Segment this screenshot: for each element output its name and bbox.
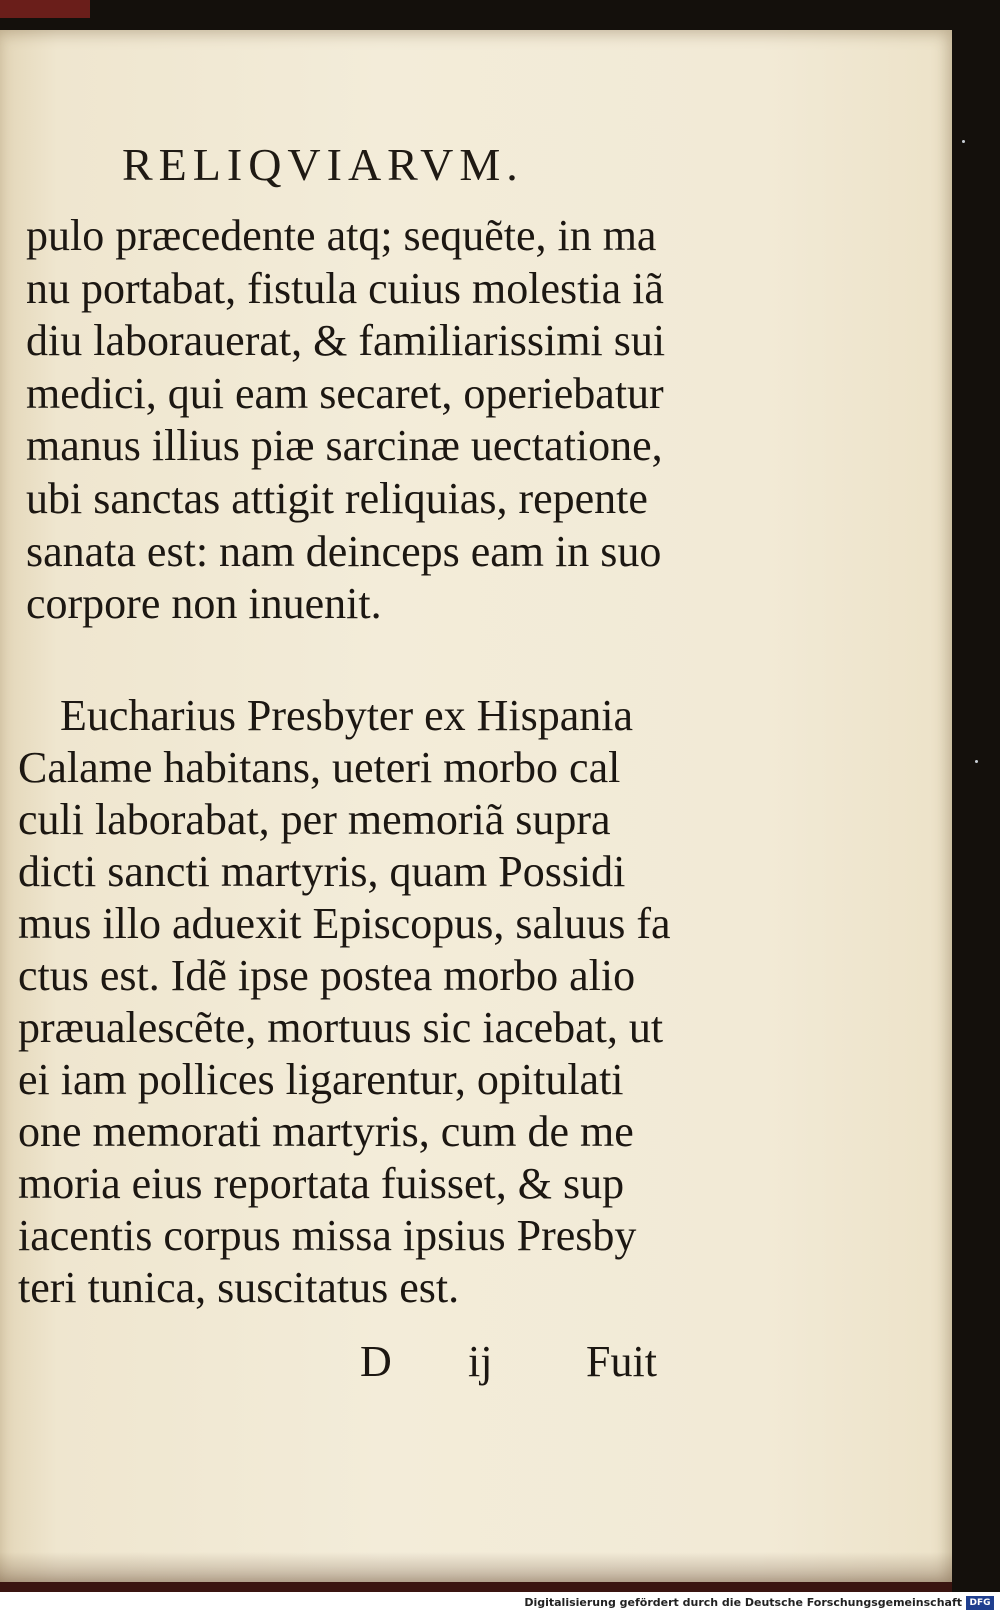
book-page [0, 30, 952, 1582]
text-line: Calame habitans, ueteri morbo cal [18, 743, 621, 792]
text-line: dicti sancti martyris, quam Possidi [18, 847, 626, 896]
text-line: culi laborabat, per memoriã supra [18, 795, 611, 844]
text-line: nu portabat, fistula cuius molestia iã [26, 263, 664, 313]
text-line: ctus est. Idẽ ipse postea morbo alio [18, 951, 636, 1000]
text-line: ei iam pollices ligarentur, opitulati [18, 1055, 624, 1104]
text-line: manus illius piæ sarcinæ uectatione, [26, 421, 663, 471]
book-binding-bottom [0, 1582, 952, 1592]
book-binding-top [0, 0, 90, 18]
text-line: medici, qui eam secaret, operiebatur [26, 368, 664, 418]
digitization-footer [0, 1592, 1000, 1616]
signature-number: ij [468, 1337, 493, 1386]
catchword: Fuit [586, 1337, 657, 1386]
paragraph-1 [26, 210, 716, 631]
text-line: diu laborauerat, & familiarissimi sui [26, 316, 666, 366]
running-header: RELIQVIARVM. [122, 139, 524, 190]
signature-mark: D [360, 1337, 392, 1386]
dfg-logo-icon: DFG [966, 1596, 994, 1610]
text-line: teri tunica, suscitatus est. [18, 1263, 460, 1312]
text-line: ubi sanctas attigit reliquias, repente [26, 473, 648, 523]
dust-speck [975, 760, 978, 763]
text-line: Eucharius Presbyter ex Hispania [60, 691, 634, 740]
dust-speck [962, 140, 965, 143]
text-line: corpore non inuenit. [26, 579, 382, 629]
text-line: pulo præcedente atq; sequẽte, in ma [26, 211, 657, 260]
text-line: one memorati martyris, cum de me [18, 1107, 634, 1156]
paragraph-2 [18, 690, 708, 1314]
text-line: moria eius reportata fuisset, & sup [18, 1159, 625, 1208]
text-line: mus illo aduexit Episcopus, saluus fa [18, 899, 671, 948]
text-line: iacentis corpus missa ipsius Presby [18, 1211, 637, 1260]
footer-credit-text: Digitalisierung gefördert durch die Deutsche Forschungsgemeinschaft [524, 1596, 962, 1609]
text-line: sanata est: nam deinceps eam in suo [26, 526, 662, 576]
text-line: præualescẽte, mortuus sic iacebat, ut [18, 1003, 664, 1052]
